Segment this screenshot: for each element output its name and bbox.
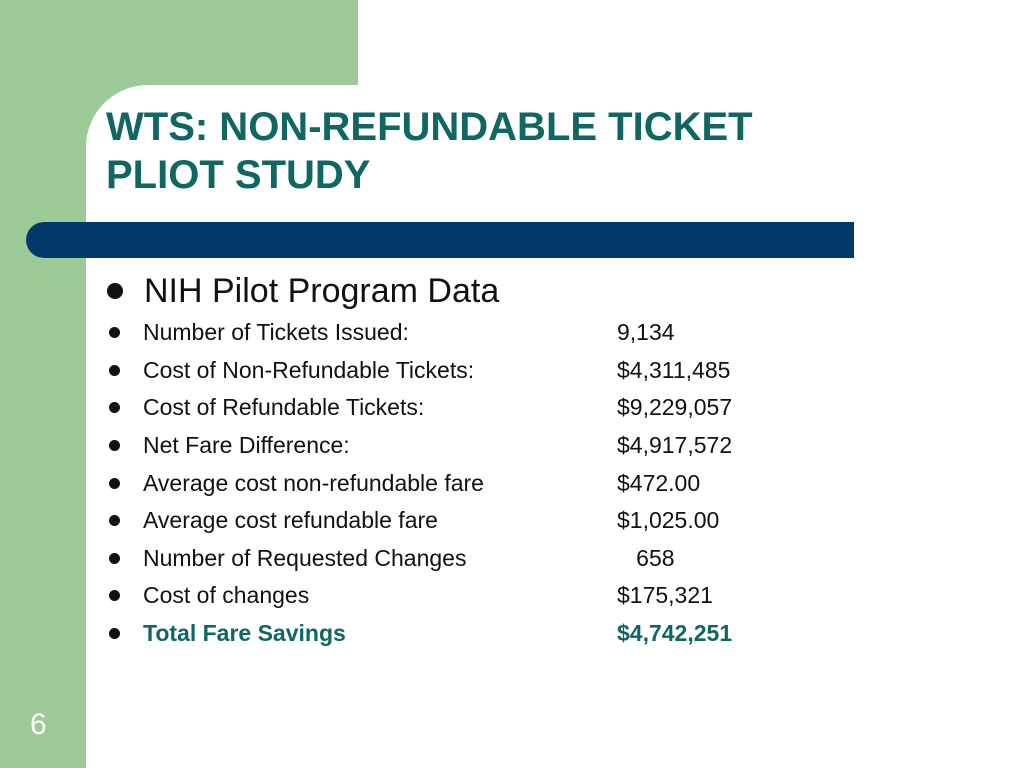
slide-title-line-1: WTS: NON-REFUNDABLE TICKET: [106, 105, 753, 149]
item-label: Total Fare Savings: [143, 620, 346, 647]
item-value: $1,025.00: [617, 507, 720, 534]
item-value: $4,742,251: [617, 620, 733, 647]
bullet-dot-icon: [109, 515, 120, 526]
item-value: $175,321: [617, 582, 713, 609]
list-item: [104, 577, 864, 615]
bullet-dot-icon: [109, 590, 120, 601]
list-item: [104, 540, 864, 578]
item-label: Average cost non-refundable fare: [143, 469, 484, 496]
list-heading: [104, 268, 864, 314]
item-label: Average cost refundable fare: [143, 507, 438, 534]
list-item: [104, 389, 864, 427]
slide-title: [106, 103, 986, 199]
item-label: Cost of changes: [143, 582, 310, 609]
bullet-dot-icon: [109, 478, 120, 489]
item-value: 658: [617, 544, 675, 571]
bullet-dot-icon: [109, 365, 120, 376]
item-value: $9,229,057: [617, 394, 733, 421]
item-label: Cost of Refundable Tickets:: [143, 394, 425, 421]
list-item: [104, 502, 864, 540]
list-heading-text: NIH Pilot Program Data: [144, 271, 500, 310]
item-label: Number of Tickets Issued:: [143, 319, 409, 346]
bullet-dot-icon: [109, 628, 120, 639]
bullet-dot-icon: [109, 402, 120, 413]
item-label: Number of Requested Changes: [143, 544, 467, 571]
list-item: [104, 314, 864, 352]
page-number: 6: [30, 708, 47, 741]
item-label: Cost of Non-Refundable Tickets:: [143, 356, 475, 383]
bullet-dot-icon: [107, 283, 123, 299]
bullet-dot-icon: [109, 440, 120, 451]
item-value: 9,134: [617, 319, 675, 346]
item-value: $4,311,485: [617, 356, 731, 383]
slide-title-line-2: PLIOT STUDY: [106, 153, 371, 197]
bullet-list: [104, 268, 864, 652]
bullet-dot-icon: [109, 327, 120, 338]
list-item: [104, 352, 864, 390]
title-divider-bar: [26, 222, 854, 258]
data-items: [104, 314, 864, 652]
item-value: $4,917,572: [617, 432, 733, 459]
item-label: Net Fare Difference:: [143, 432, 350, 459]
list-item: [104, 427, 864, 465]
list-item: [104, 615, 864, 653]
list-item: [104, 464, 864, 502]
item-value: $472.00: [617, 469, 701, 496]
bullet-dot-icon: [109, 553, 120, 564]
